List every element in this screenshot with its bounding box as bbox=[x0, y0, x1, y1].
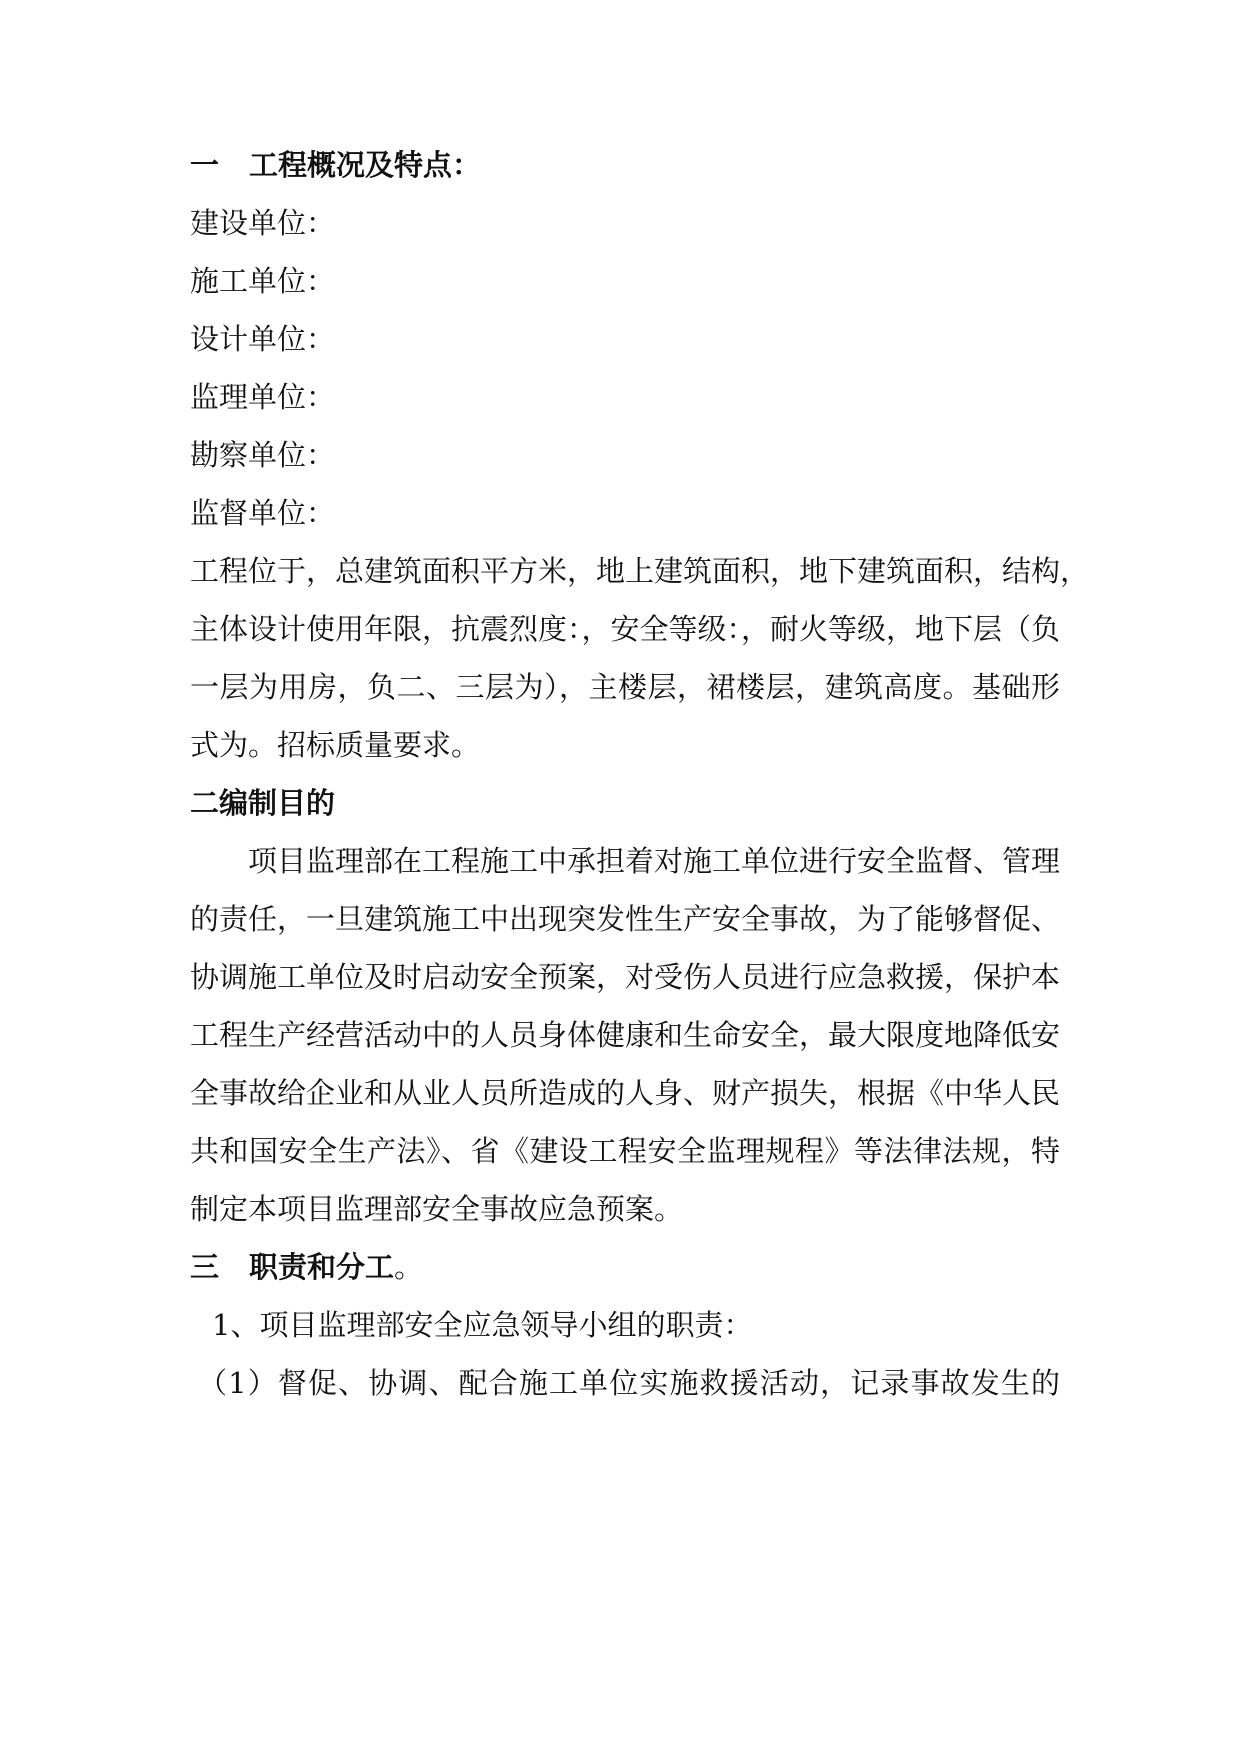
field-design-unit: 设计单位： bbox=[190, 322, 336, 356]
section1-description-line: 主体设计使用年限，抗震烈度：，安全等级：，耐火等级，地下层（负 bbox=[190, 612, 1061, 646]
section3-item-1: 1、项目监理部安全应急领导小组的职责： bbox=[212, 1308, 753, 1342]
section1-description-line: 式为。招标质量要求。 bbox=[190, 728, 481, 762]
section3-heading-suffix: 。 bbox=[394, 1250, 424, 1284]
field-construction-unit: 建设单位： bbox=[190, 206, 336, 240]
section2-paragraph-line: 协调施工单位及时启动安全预案，对受伤人员进行应急救援，保护本 bbox=[190, 960, 1061, 994]
field-builder-unit: 施工单位： bbox=[190, 264, 336, 298]
section1-heading-number: 一 bbox=[190, 148, 220, 182]
section3-heading-number: 三 bbox=[190, 1250, 220, 1284]
section2-paragraph-line: 制定本项目监理部安全事故应急预案。 bbox=[190, 1192, 684, 1226]
section3-heading bbox=[190, 1247, 1060, 1287]
field-survey-unit: 勘察单位： bbox=[190, 438, 336, 472]
section2-paragraph-line: 项目监理部在工程施工中承担着对施工单位进行安全监督、管理 bbox=[248, 844, 1061, 878]
section1-description-line: 工程位于，总建筑面积平方米，地上建筑面积，地下建筑面积，结构， bbox=[190, 554, 1090, 588]
section2-paragraph-line: 工程生产经营活动中的人员身体健康和生命安全，最大限度地降低安 bbox=[190, 1018, 1061, 1052]
section2-paragraph-line: 的责任，一旦建筑施工中出现突发性生产安全事故，为了能够督促、 bbox=[190, 902, 1061, 936]
section1-description-line: 一层为用房，负二、三层为），主楼层，裙楼层，建筑高度。基础形 bbox=[190, 670, 1060, 704]
section3-item-1-sub-1: （1）督促、协调、配合施工单位实施救援活动，记录事故发生的 bbox=[198, 1366, 1060, 1400]
field-supervision-unit: 监理单位： bbox=[190, 380, 336, 414]
section2-heading: 二编制目的 bbox=[190, 786, 336, 820]
section1-heading-text: 工程概况及特点： bbox=[249, 148, 482, 182]
section2-paragraph-line: 共和国安全生产法》、省《建设工程安全监理规程》等法律法规，特 bbox=[190, 1134, 1060, 1168]
field-oversight-unit: 监督单位： bbox=[190, 496, 336, 530]
section3-heading-text: 职责和分工 bbox=[249, 1250, 395, 1284]
section2-paragraph-line: 全事故给企业和从业人员所造成的人身、财产损失，根据《中华人民 bbox=[190, 1076, 1061, 1110]
section1-heading bbox=[190, 145, 1060, 185]
